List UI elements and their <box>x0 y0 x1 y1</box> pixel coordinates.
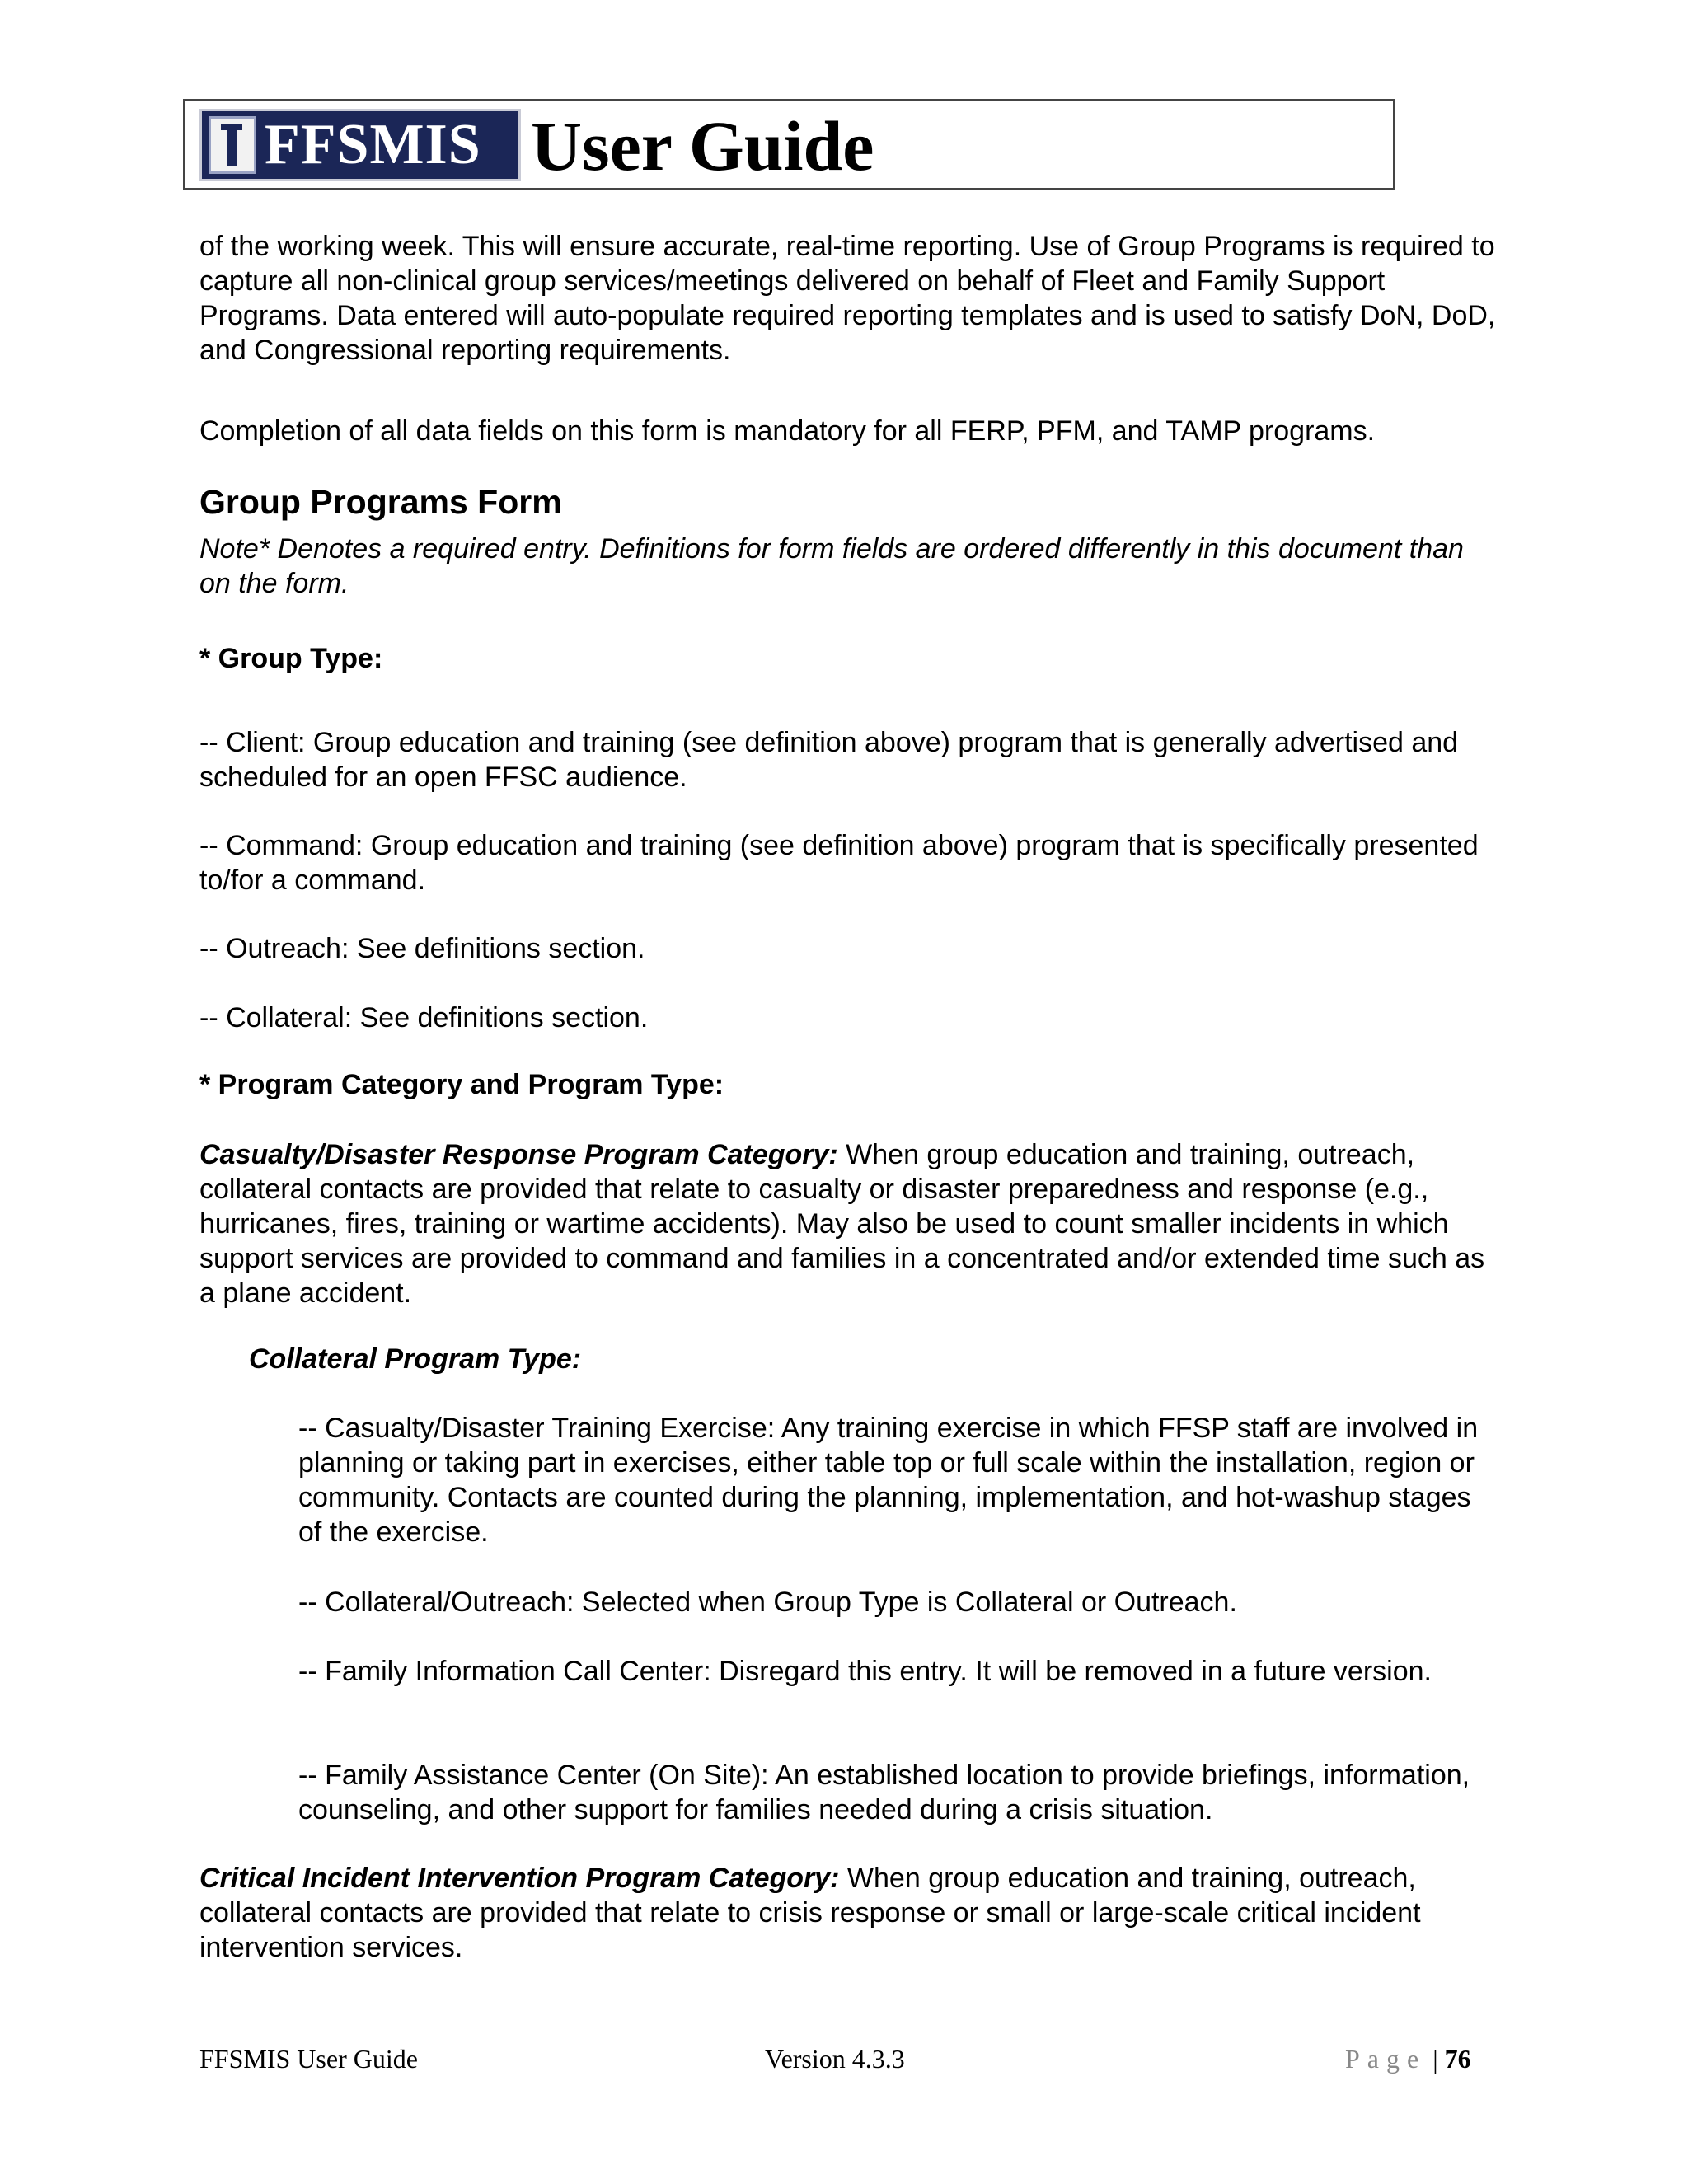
group-type-outreach: -- Outreach: See definitions section. <box>199 933 645 964</box>
casualty-paragraph <box>199 1137 1502 1310</box>
group-type-command: -- Command: Group education and training (see definition above) program that is specifically presented to/for a command. <box>199 830 1479 896</box>
collateral-type-training-exercise: -- Casualty/Disaster Training Exercise: Any training exercise in which FFSP staff are involved in planning or taking part in exercises, either table top or full scale within the installation, region or community. Contacts are counted during the planning, implementation, and hot-washup stages of the exercise. <box>298 1413 1479 1548</box>
program-heading: * Program Category and Program Type: <box>199 1069 724 1100</box>
ffsmis-logo <box>199 109 521 181</box>
collateral-type-outreach: -- Collateral/Outreach: Selected when Group Type is Collateral or Outreach. <box>298 1586 1237 1618</box>
lighthouse-icon <box>209 116 256 174</box>
casualty-label: Casualty/Disaster Response Program Category: <box>199 1139 838 1170</box>
header-banner <box>183 99 1395 190</box>
group-type-client: -- Client: Group education and training (see definition above) program that is generally advertised and scheduled for an open FFSC audience. <box>199 727 1459 793</box>
collateral-type-assistance-center: -- Family Assistance Center (On Site): An established location to provide briefings, information, counseling, and other support for families needed during a crisis situation. <box>298 1760 1470 1825</box>
page-title: User Guide <box>531 106 874 185</box>
intro-paragraph: of the working week. This will ensure accurate, real-time reporting. Use of Group Programs is required to capture all non-clinical group services/meetings delivered on behalf of Fleet and Family Support Programs. Data entered will auto-populate required reporting templates and is used to satisfy DoN, DoD, and Congressional reporting requirements. <box>199 231 1496 366</box>
critical-label: Critical Incident Intervention Program Category: <box>199 1863 840 1894</box>
group-type-heading: * Group Type: <box>199 643 383 674</box>
footer-doc-title: FFSMIS User Guide <box>199 2044 418 2074</box>
collateral-type-call-center: -- Family Information Call Center: Disregard this entry. It will be removed in a future version. <box>298 1656 1432 1687</box>
completion-paragraph: Completion of all data fields on this form is mandatory for all FERP, PFM, and TAMP programs. <box>199 415 1376 447</box>
section-heading: Group Programs Form <box>199 483 562 521</box>
collateral-type-heading: Collateral Program Type: <box>249 1343 582 1375</box>
critical-text: When group education and training, outreach, collateral contacts are provided that relate to crisis response or small or large-scale critical incident intervention services. <box>199 1863 1421 1963</box>
footer-separator: | <box>1432 2044 1438 2074</box>
critical-paragraph <box>199 1861 1502 1965</box>
logo-text: FFSMIS <box>265 113 481 176</box>
footer-page-label: Page <box>1345 2044 1427 2074</box>
footer-page <box>1345 2042 1471 2075</box>
group-type-collateral: -- Collateral: See definitions section. <box>199 1002 649 1033</box>
casualty-text: When group education and training, outreach, collateral contacts are provided that relate to casualty or disaster preparedness and response (e.g., hurricanes, fires, training or wartime accidents). May also be used to count smaller incidents in which support services are provided to command and families in a concentrated and/or extended time such as a plane accident. <box>199 1139 1485 1309</box>
footer-version: Version 4.3.3 <box>765 2044 905 2074</box>
note-text: Note* Denotes a required entry. Definitions for form fields are ordered differently in this document than on the form. <box>199 533 1464 599</box>
footer-page-number: 76 <box>1444 2044 1471 2074</box>
